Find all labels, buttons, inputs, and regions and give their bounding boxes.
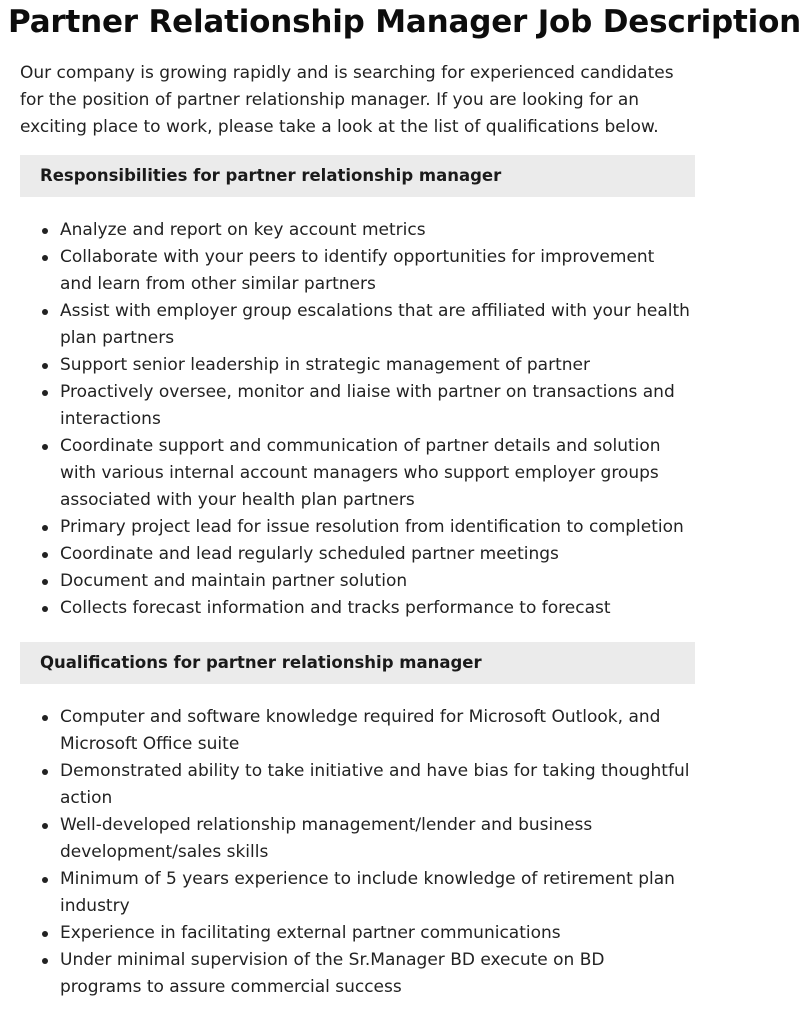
list-item <box>60 568 690 595</box>
list-item <box>60 217 690 244</box>
list-item <box>60 244 690 298</box>
list-item-text: Computer and software knowledge required for Microsoft Outlook, and Microsoft Office suite <box>60 707 661 754</box>
bullet-icon <box>42 309 48 315</box>
list-item-text: Minimum of 5 years experience to include knowledge of retirement plan industry <box>60 869 675 916</box>
bullet-icon <box>42 715 48 721</box>
bullet-icon <box>42 958 48 964</box>
bullet-icon <box>42 552 48 558</box>
bullet-icon <box>42 769 48 775</box>
list-item-text: Well-developed relationship management/lender and business development/sales skills <box>60 815 593 862</box>
list-item-text: Demonstrated ability to take initiative and have bias for taking thoughtful action <box>60 761 690 808</box>
list-item <box>60 352 690 379</box>
bullet-icon <box>42 579 48 585</box>
qualifications-heading: Qualifications for partner relationship manager <box>20 642 695 684</box>
list-item <box>60 298 690 352</box>
page-title: Partner Relationship Manager Job Description <box>8 4 801 40</box>
responsibilities-list <box>0 217 720 622</box>
list-item-text: Collaborate with your peers to identify opportunities for improvement and learn from other similar partners <box>60 247 655 294</box>
list-item <box>60 433 690 514</box>
list-item <box>60 920 690 947</box>
list-item <box>60 379 690 433</box>
qualifications-list <box>0 704 720 1001</box>
bullet-icon <box>42 823 48 829</box>
list-item <box>60 758 690 812</box>
list-item-text: Coordinate and lead regularly scheduled partner meetings <box>60 544 559 564</box>
bullet-icon <box>42 444 48 450</box>
responsibilities-heading: Responsibilities for partner relationship manager <box>20 155 695 197</box>
list-item-text: Proactively oversee, monitor and liaise with partner on transactions and interactions <box>60 382 675 429</box>
list-item-text: Primary project lead for issue resolution from identification to completion <box>60 517 684 537</box>
list-item <box>60 541 690 568</box>
list-item-text: Collects forecast information and tracks performance to forecast <box>60 598 611 618</box>
list-item-text: Support senior leadership in strategic management of partner <box>60 355 590 375</box>
intro-paragraph: Our company is growing rapidly and is searching for experienced candidates for the position of partner relationship manager. If you are looking for an exciting place to work, please take a look at the list of qualifications below. <box>20 63 674 137</box>
list-item-text: Under minimal supervision of the Sr.Manager BD execute on BD programs to assure commercial success <box>60 950 605 997</box>
bullet-icon <box>42 390 48 396</box>
bullet-icon <box>42 606 48 612</box>
list-item-text: Assist with employer group escalations that are affiliated with your health plan partners <box>60 301 690 348</box>
list-item <box>60 866 690 920</box>
bullet-icon <box>42 255 48 261</box>
bullet-icon <box>42 363 48 369</box>
bullet-icon <box>42 877 48 883</box>
list-item <box>60 704 690 758</box>
list-item <box>60 812 690 866</box>
list-item-text: Document and maintain partner solution <box>60 571 408 591</box>
list-item <box>60 514 690 541</box>
list-item <box>60 595 690 622</box>
list-item-text: Coordinate support and communication of partner details and solution with various internal account managers who support employer groups associated with your health plan partners <box>60 436 661 510</box>
bullet-icon <box>42 525 48 531</box>
list-item-text: Analyze and report on key account metrics <box>60 220 426 240</box>
bullet-icon <box>42 228 48 234</box>
list-item-text: Experience in facilitating external partner communications <box>60 923 561 943</box>
list-item <box>60 947 690 1001</box>
bullet-icon <box>42 931 48 937</box>
